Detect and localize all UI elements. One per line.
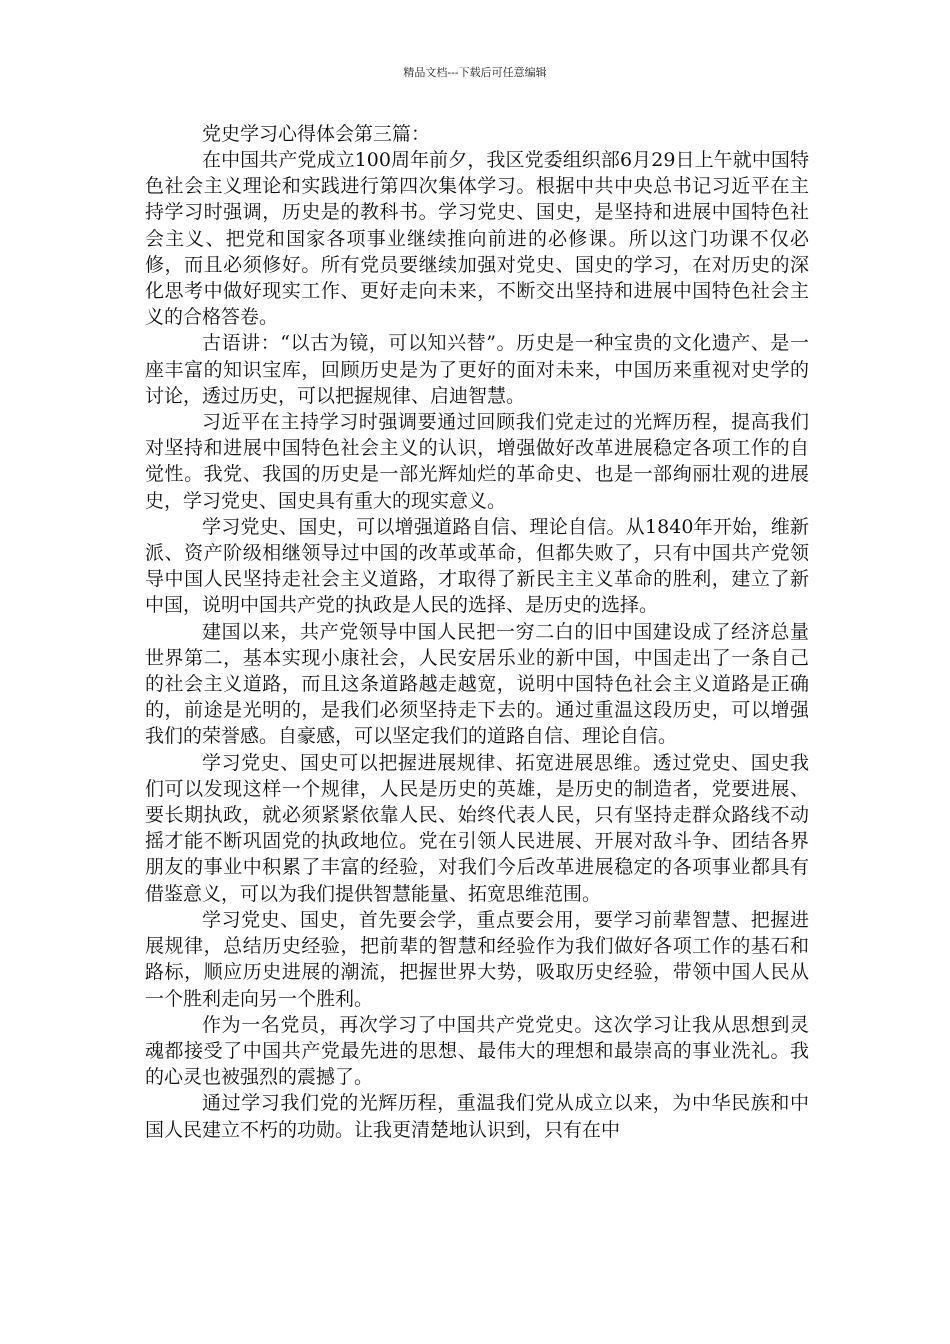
paragraph-5: 建国以来，共产党领导中国人民把一穷二白的旧中国建设成了经济总量世界第二，基本实现小康社会，人民安居乐业的新中国，中国走出了一条自己的社会主义道路，而且这条道路越走越宽，说明中国特色社会主义道路是正确的，前途是光明的，是我们必须坚持走下去的。通过重温这段历史，可以增强我们的荣誉感。自豪感，可以坚定我们的道路自信、理论自信。 bbox=[145, 620, 809, 748]
paragraph-2: 古语讲：“以古为镜，可以知兴替”。历史是一种宝贵的文化遗产、是一座丰富的知识宝库，回顾历史是为了更好的面对未来，中国历来重视对史学的讨论，透过历史，可以把握规律、启迪智慧。 bbox=[145, 332, 809, 407]
paragraph-6: 学习党史、国史可以把握进展规律、拓宽进展思维。透过党史、国史我们可以发现这样一个规律，人民是历史的英雄，是历史的制造者，党要进展、要长期执政，就必须紧紧依靠人民、始终代表人民，只有坚持走群众路线不动摇才能不断巩固党的执政地位。党在引领人民进展、开展对敌斗争、团结各界朋友的事业中积累了丰富的经验，对我们今后改革进展稳定的各项事业都具有借鉴意义，可以为我们提供智慧能量、拓宽思维范围。 bbox=[145, 751, 809, 905]
paragraph-1: 在中国共产党成立100周年前夕，我区党委组织部6月29日上午就中国特色社会主义理论和实践进行第四次集体学习。根据中共中央总书记习近平在主持学习时强调，历史是的教科书。学习党史、国史，是坚持和进展中国特色社会主义、把党和国家各项事业继续推向前进的必修课。所以这门功课不仅必修，而且必须修好。所有党员要继续加强对党史、国史的学习，在对历史的深化思考中做好现实工作、更好走向未来，不断交出坚持和进展中国特色社会主义的合格答卷。 bbox=[145, 149, 809, 329]
paragraph-3: 习近平在主持学习时强调要通过回顾我们党走过的光辉历程，提高我们对坚持和进展中国特色社会主义的认识，增强做好改革进展稳定各项工作的自觉性。我党、我国的历史是一部光辉灿烂的革命史、也是一部绚丽壮观的进展史，学习党史、国史具有重大的现实意义。 bbox=[145, 411, 809, 512]
document-body bbox=[145, 121, 809, 1143]
paragraph-8: 作为一名党员，再次学习了中国共产党党史。这次学习让我从思想到灵魂都接受了中国共产党最先进的思想、最伟大的理想和最崇高的事业洗礼。我的心灵也被强烈的震撼了。 bbox=[145, 1013, 809, 1089]
page-header: 精品文档---下载后可任意编辑 bbox=[403, 66, 547, 79]
document-title: 党史学习心得体会第三篇： bbox=[202, 123, 431, 145]
paragraph-7: 学习党史、国史，首先要会学，重点要会用，要学习前辈智慧、把握进展规律，总结历史经验，把前辈的智慧和经验作为我们做好各项工作的基石和路标，顺应历史进展的潮流，把握世界大势，吸取历史经验，带领中国人民从一个胜利走向另一个胜利。 bbox=[145, 908, 809, 1010]
paragraph-4: 学习党史、国史，可以增强道路自信、理论自信。从1840年开始，维新派、资产阶级相继领导过中国的改革或革命，但都失败了，只有中国共产党领导中国人民坚持走社会主义道路，才取得了新民主主义革命的胜利，建立了新中国，说明中国共产党的执政是人民的选择、是历史的选择。 bbox=[145, 515, 809, 617]
paragraph-9: 通过学习我们党的光辉历程，重温我们党从成立以来，为中华民族和中国人民建立不朽的功勋。让我更清楚地认识到，只有在中 bbox=[145, 1092, 809, 1141]
